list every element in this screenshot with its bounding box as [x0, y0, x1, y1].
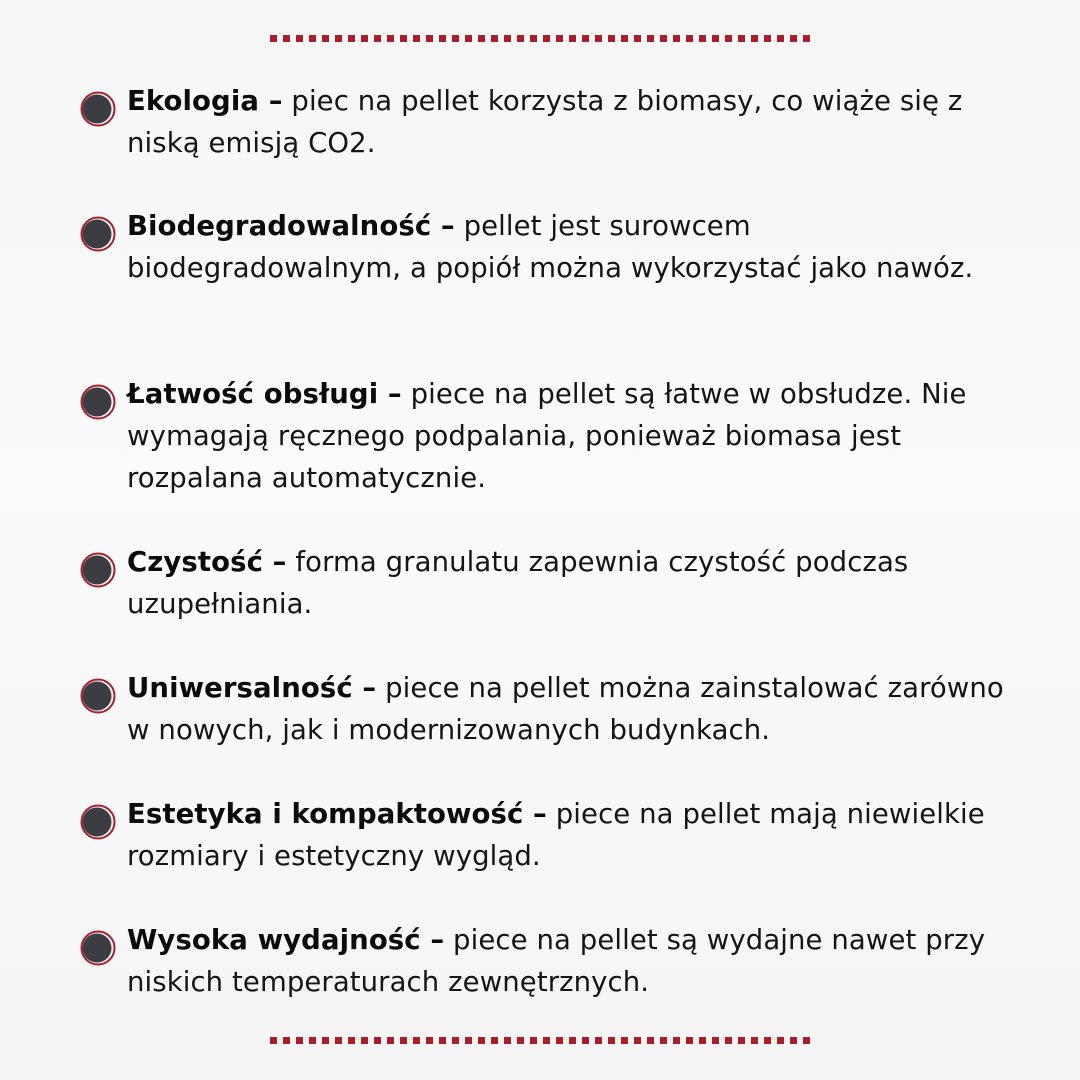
feature-term: Czystość –	[127, 546, 287, 578]
feature-description: piece na pellet są łatwe w obsłudze. Nie wymagają ręcznego podpalania, ponieważ biomasa jest rozpalana automatycznie.	[127, 378, 967, 494]
feature-term: Uniwersalność –	[127, 672, 377, 704]
bullet-circle-icon	[80, 216, 116, 252]
feature-term: Biodegradowalność –	[127, 210, 455, 242]
feature-term: Łatwość obsługi –	[127, 378, 402, 410]
feature-description: piece na pellet mają niewielkie rozmiary i estetyczny wygląd.	[127, 798, 985, 872]
feature-description: piec na pellet korzysta z biomasy, co wiąże się z niską emisją CO2.	[127, 85, 963, 159]
top-dotted-divider	[270, 35, 810, 42]
bullet-circle-icon	[80, 930, 116, 966]
feature-text	[127, 667, 1007, 751]
feature-text	[127, 205, 1007, 289]
bullet-circle-icon	[80, 91, 116, 127]
feature-text	[127, 541, 1007, 625]
feature-text	[127, 793, 1007, 877]
feature-description: pellet jest surowcem biodegradowalnym, a popiół można wykorzystać jako nawóz.	[127, 210, 974, 284]
feature-description: piece na pellet są wydajne nawet przy niskich temperaturach zewnętrznych.	[127, 924, 986, 998]
feature-description: piece na pellet można zainstalować zarówno w nowych, jak i modernizowanych budynkach.	[127, 672, 1004, 746]
feature-term: Wysoka wydajność –	[127, 924, 445, 956]
feature-term: Estetyka i kompaktowość –	[127, 798, 547, 830]
feature-text	[127, 80, 1007, 164]
bullet-circle-icon	[80, 384, 116, 420]
bullet-circle-icon	[80, 804, 116, 840]
feature-text	[127, 373, 1007, 499]
bullet-circle-icon	[80, 678, 116, 714]
bullet-circle-icon	[80, 552, 116, 588]
feature-text	[127, 919, 1007, 1003]
bottom-dotted-divider	[270, 1037, 810, 1044]
feature-term: Ekologia –	[127, 85, 283, 117]
feature-description: forma granulatu zapewnia czystość podczas uzupełniania.	[127, 546, 909, 620]
